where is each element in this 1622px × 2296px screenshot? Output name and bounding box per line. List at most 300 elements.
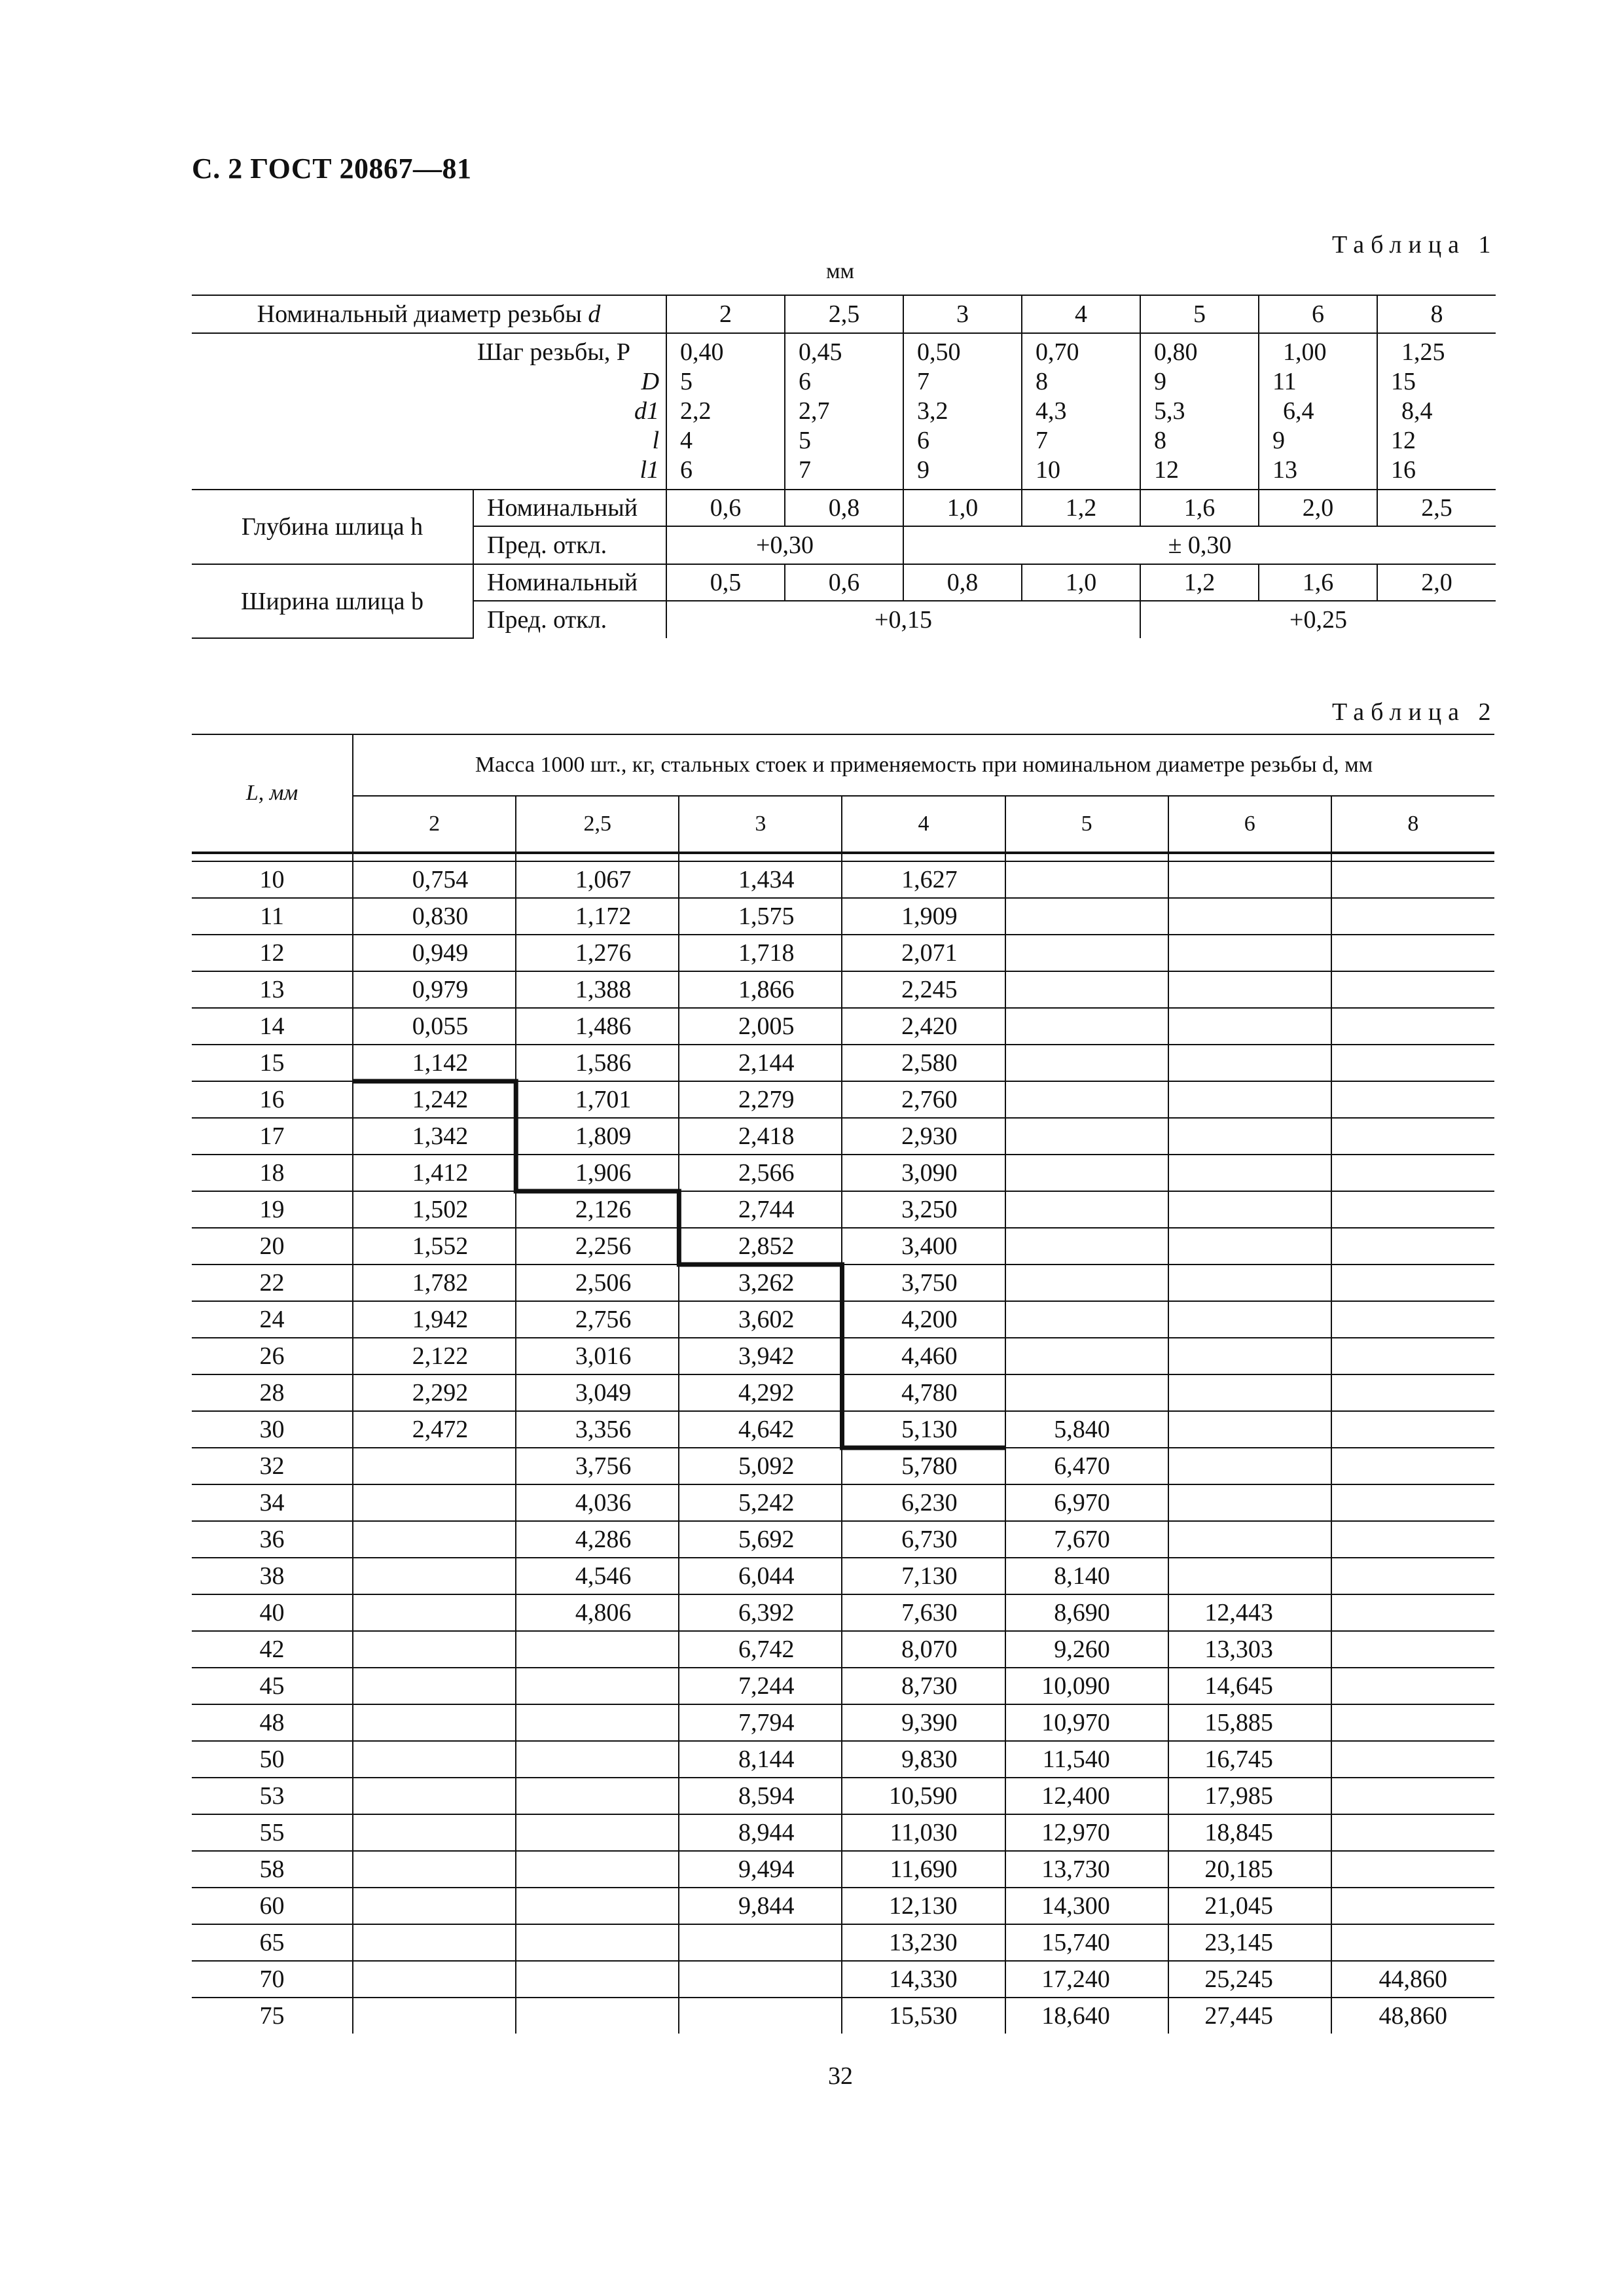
- mass-cell: 4,200: [842, 1301, 1005, 1338]
- mass-cell: [516, 1851, 679, 1888]
- mass-cell: 2,580: [842, 1045, 1005, 1081]
- length-cell: 20: [192, 1228, 353, 1265]
- mass-cell: [353, 1998, 516, 2034]
- length-cell: 58: [192, 1851, 353, 1888]
- mass-cell: 1,242: [353, 1081, 516, 1118]
- mass-cell: [1005, 1155, 1168, 1191]
- length-cell: 40: [192, 1594, 353, 1631]
- table-row: [192, 1155, 1494, 1191]
- mass-cell: 1,067: [516, 861, 679, 898]
- table1-diameter: 6: [1259, 295, 1377, 333]
- mass-cell: [516, 1704, 679, 1741]
- mass-cell: 11,690: [842, 1851, 1005, 1888]
- mass-cell: 8,140: [1005, 1558, 1168, 1594]
- mass-cell: 3,942: [679, 1338, 842, 1374]
- mass-cell: 3,250: [842, 1191, 1005, 1228]
- table1: [192, 295, 1496, 639]
- mass-cell: [353, 1448, 516, 1484]
- mass-cell: 1,782: [353, 1265, 516, 1301]
- mass-cell: 15,885: [1168, 1704, 1331, 1741]
- table-row: [192, 1961, 1494, 1998]
- mass-cell: 5,692: [679, 1521, 842, 1558]
- mass-cell: 5,780: [842, 1448, 1005, 1484]
- mass-cell: 2,005: [679, 1008, 842, 1045]
- mass-cell: [1168, 1301, 1331, 1338]
- mass-cell: 21,045: [1168, 1888, 1331, 1924]
- table-row: [192, 1924, 1494, 1961]
- table-row: [192, 971, 1494, 1008]
- mass-cell: [1005, 1301, 1168, 1338]
- depth-tolerance-label: Пред. откл.: [473, 526, 666, 564]
- mass-cell: 0,979: [353, 971, 516, 1008]
- length-cell: 22: [192, 1265, 353, 1301]
- mass-cell: [353, 1704, 516, 1741]
- mass-cell: [1005, 1191, 1168, 1228]
- mass-cell: 2,126: [516, 1191, 679, 1228]
- mass-cell: 8,070: [842, 1631, 1005, 1668]
- mass-cell: [1168, 1191, 1331, 1228]
- table-row: [192, 1704, 1494, 1741]
- table-row: [192, 1741, 1494, 1778]
- length-cell: 16: [192, 1081, 353, 1118]
- table-row: [192, 1301, 1494, 1338]
- mass-cell: 4,460: [842, 1338, 1005, 1374]
- mass-cell: 1,276: [516, 935, 679, 971]
- length-cell: 26: [192, 1338, 353, 1374]
- mass-cell: 14,645: [1168, 1668, 1331, 1704]
- table1-unit: мм: [826, 259, 855, 283]
- table1-diameter: 5: [1140, 295, 1259, 333]
- mass-cell: 5,130: [842, 1411, 1005, 1448]
- length-cell: 45: [192, 1668, 353, 1704]
- table1-diameter: 2,5: [785, 295, 903, 333]
- mass-cell: [1331, 1741, 1494, 1778]
- width-nominal-label: Номинальный: [473, 564, 666, 601]
- mass-cell: 13,303: [1168, 1631, 1331, 1668]
- width-nominal-value: 2,0: [1377, 564, 1496, 601]
- mass-cell: 9,844: [679, 1888, 842, 1924]
- mass-cell: 44,860: [1331, 1961, 1494, 1998]
- mass-cell: [1168, 1008, 1331, 1045]
- mass-cell: 4,780: [842, 1374, 1005, 1411]
- mass-cell: [353, 1558, 516, 1594]
- mass-cell: 23,145: [1168, 1924, 1331, 1961]
- table2-spacer-cell: [679, 853, 842, 861]
- mass-cell: [1168, 898, 1331, 935]
- table-row: [192, 1045, 1494, 1081]
- mass-cell: [353, 1961, 516, 1998]
- table1-diameter: 3: [903, 295, 1022, 333]
- mass-cell: 18,640: [1005, 1998, 1168, 2034]
- table2-body: [192, 853, 1494, 2034]
- mass-cell: [516, 1888, 679, 1924]
- length-cell: 65: [192, 1924, 353, 1961]
- mass-cell: [516, 1631, 679, 1668]
- width-nominal-value: 0,6: [785, 564, 903, 601]
- depth-nominal-label: Номинальный: [473, 490, 666, 526]
- length-cell: 24: [192, 1301, 353, 1338]
- table2-diameter: 4: [842, 796, 1005, 853]
- mass-cell: [1331, 1851, 1494, 1888]
- mass-cell: [353, 1631, 516, 1668]
- mass-cell: 1,142: [353, 1045, 516, 1081]
- mass-cell: [1005, 1008, 1168, 1045]
- mass-cell: 2,144: [679, 1045, 842, 1081]
- table-row: [192, 1668, 1494, 1704]
- mass-cell: [353, 1741, 516, 1778]
- width-nominal-value: 0,5: [666, 564, 785, 601]
- table-row: [192, 1594, 1494, 1631]
- mass-cell: 8,730: [842, 1668, 1005, 1704]
- mass-cell: 0,754: [353, 861, 516, 898]
- mass-cell: [516, 1924, 679, 1961]
- table-row: [192, 1558, 1494, 1594]
- mass-cell: 9,830: [842, 1741, 1005, 1778]
- mass-cell: 6,730: [842, 1521, 1005, 1558]
- mass-cell: [1331, 1558, 1494, 1594]
- mass-cell: 2,071: [842, 935, 1005, 971]
- mass-cell: 11,540: [1005, 1741, 1168, 1778]
- table-row: [192, 1374, 1494, 1411]
- mass-cell: 10,090: [1005, 1668, 1168, 1704]
- mass-cell: 1,552: [353, 1228, 516, 1265]
- mass-cell: 3,049: [516, 1374, 679, 1411]
- mass-cell: [1168, 1448, 1331, 1484]
- table-row: [192, 1631, 1494, 1668]
- length-cell: 34: [192, 1484, 353, 1521]
- length-cell: 38: [192, 1558, 353, 1594]
- mass-cell: 9,260: [1005, 1631, 1168, 1668]
- mass-cell: 3,400: [842, 1228, 1005, 1265]
- table2-spacer-cell: [1005, 853, 1168, 861]
- mass-cell: 3,756: [516, 1448, 679, 1484]
- mass-cell: 1,388: [516, 971, 679, 1008]
- mass-cell: 1,342: [353, 1118, 516, 1155]
- mass-cell: 7,670: [1005, 1521, 1168, 1558]
- mass-cell: [1331, 1411, 1494, 1448]
- mass-cell: [516, 1668, 679, 1704]
- mass-cell: [516, 1778, 679, 1814]
- table-row: [192, 1008, 1494, 1045]
- mass-cell: [353, 1814, 516, 1851]
- mass-cell: 8,144: [679, 1741, 842, 1778]
- length-cell: 60: [192, 1888, 353, 1924]
- mass-cell: 17,240: [1005, 1961, 1168, 1998]
- width-tolerance-label: Пред. откл.: [473, 601, 666, 638]
- table1-param-column: 0,50 7 3,2 6 9: [903, 333, 1022, 490]
- table1-diameter: 2: [666, 295, 785, 333]
- mass-cell: 2,279: [679, 1081, 842, 1118]
- table2-diameter: 5: [1005, 796, 1168, 853]
- table2-mass-header: Масса 1000 шт., кг, стальных стоек и применяемость при номинальном диаметре резьбы d, мм: [353, 734, 1494, 796]
- mass-cell: 16,745: [1168, 1741, 1331, 1778]
- table-row: [192, 1228, 1494, 1265]
- mass-cell: 1,866: [679, 971, 842, 1008]
- table1-diameter: 8: [1377, 295, 1496, 333]
- mass-cell: 2,420: [842, 1008, 1005, 1045]
- depth-nominal-value: 0,6: [666, 490, 785, 526]
- mass-cell: 1,486: [516, 1008, 679, 1045]
- mass-cell: 6,044: [679, 1558, 842, 1594]
- mass-cell: 6,392: [679, 1594, 842, 1631]
- mass-cell: [1168, 1411, 1331, 1448]
- length-cell: 42: [192, 1631, 353, 1668]
- mass-cell: 6,742: [679, 1631, 842, 1668]
- depth-tolerance-value: +0,30: [666, 526, 903, 564]
- mass-cell: [1005, 935, 1168, 971]
- mass-cell: 8,944: [679, 1814, 842, 1851]
- mass-cell: 8,594: [679, 1778, 842, 1814]
- mass-cell: 9,390: [842, 1704, 1005, 1741]
- mass-cell: [1168, 1374, 1331, 1411]
- mass-cell: [1331, 1374, 1494, 1411]
- mass-cell: [1331, 1081, 1494, 1118]
- mass-cell: 10,590: [842, 1778, 1005, 1814]
- table-row: [192, 898, 1494, 935]
- table-row: [192, 1118, 1494, 1155]
- mass-cell: [516, 1998, 679, 2034]
- mass-cell: 2,566: [679, 1155, 842, 1191]
- length-cell: 50: [192, 1741, 353, 1778]
- mass-cell: 7,794: [679, 1704, 842, 1741]
- mass-cell: 5,840: [1005, 1411, 1168, 1448]
- mass-cell: 6,470: [1005, 1448, 1168, 1484]
- mass-cell: [353, 1668, 516, 1704]
- length-cell: 13: [192, 971, 353, 1008]
- mass-cell: [1168, 1118, 1331, 1155]
- mass-cell: [1168, 1155, 1331, 1191]
- mass-cell: [1005, 1338, 1168, 1374]
- table2-spacer-cell: [516, 853, 679, 861]
- table1-param-labels: Шаг резьбы, P D d1 l l1: [477, 338, 660, 484]
- mass-cell: 4,806: [516, 1594, 679, 1631]
- mass-cell: 17,985: [1168, 1778, 1331, 1814]
- table1-param-column: 0,70 8 4,3 7 10: [1022, 333, 1140, 490]
- mass-cell: 1,575: [679, 898, 842, 935]
- mass-cell: [353, 1484, 516, 1521]
- table1-param-column: 1,25 15 8,4 12 16: [1377, 333, 1496, 490]
- mass-cell: [353, 1521, 516, 1558]
- mass-cell: 12,400: [1005, 1778, 1168, 1814]
- mass-cell: [1331, 1521, 1494, 1558]
- table-row: [192, 1521, 1494, 1558]
- mass-cell: 3,602: [679, 1301, 842, 1338]
- length-cell: 18: [192, 1155, 353, 1191]
- mass-cell: 2,122: [353, 1338, 516, 1374]
- mass-cell: 1,701: [516, 1081, 679, 1118]
- mass-cell: 12,130: [842, 1888, 1005, 1924]
- mass-cell: 4,286: [516, 1521, 679, 1558]
- mass-cell: 11,030: [842, 1814, 1005, 1851]
- mass-cell: [1331, 1484, 1494, 1521]
- table2-spacer-cell: [842, 853, 1005, 861]
- table2-diameter: 2: [353, 796, 516, 853]
- width-nominal-value: 1,0: [1022, 564, 1140, 601]
- length-cell: 55: [192, 1814, 353, 1851]
- mass-cell: 2,256: [516, 1228, 679, 1265]
- depth-nominal-value: 1,0: [903, 490, 1022, 526]
- table-row: [192, 1778, 1494, 1814]
- mass-cell: 18,845: [1168, 1814, 1331, 1851]
- mass-cell: 13,230: [842, 1924, 1005, 1961]
- length-cell: 36: [192, 1521, 353, 1558]
- mass-cell: [1005, 971, 1168, 1008]
- mass-cell: 13,730: [1005, 1851, 1168, 1888]
- table-row: [192, 861, 1494, 898]
- mass-cell: 1,586: [516, 1045, 679, 1081]
- table1-diameter: 4: [1022, 295, 1140, 333]
- table-row: [192, 1484, 1494, 1521]
- mass-cell: 14,300: [1005, 1888, 1168, 1924]
- length-cell: 53: [192, 1778, 353, 1814]
- mass-cell: 20,185: [1168, 1851, 1331, 1888]
- mass-cell: 1,502: [353, 1191, 516, 1228]
- mass-cell: 0,949: [353, 935, 516, 971]
- mass-cell: 3,016: [516, 1338, 679, 1374]
- mass-cell: 15,530: [842, 1998, 1005, 2034]
- mass-cell: [1331, 1631, 1494, 1668]
- mass-cell: [1005, 1118, 1168, 1155]
- mass-cell: 2,852: [679, 1228, 842, 1265]
- mass-cell: 10,970: [1005, 1704, 1168, 1741]
- mass-cell: 1,434: [679, 861, 842, 898]
- table1-param-column: 0,45 6 2,7 5 7: [785, 333, 903, 490]
- mass-cell: [516, 1814, 679, 1851]
- mass-cell: [1168, 1228, 1331, 1265]
- mass-cell: [1005, 1374, 1168, 1411]
- mass-cell: [679, 1998, 842, 2034]
- mass-cell: 0,055: [353, 1008, 516, 1045]
- table2-length-header: L, мм: [192, 734, 353, 853]
- mass-cell: [1168, 1265, 1331, 1301]
- table1-param-column: 0,40 5 2,2 4 6: [666, 333, 785, 490]
- depth-tolerance-value: ± 0,30: [903, 526, 1496, 564]
- mass-cell: 2,245: [842, 971, 1005, 1008]
- mass-cell: 6,970: [1005, 1484, 1168, 1521]
- mass-cell: 1,172: [516, 898, 679, 935]
- mass-cell: [1331, 1008, 1494, 1045]
- mass-cell: 3,262: [679, 1265, 842, 1301]
- mass-cell: [1331, 1704, 1494, 1741]
- mass-cell: 1,718: [679, 935, 842, 971]
- mass-cell: 12,970: [1005, 1814, 1168, 1851]
- mass-cell: 2,744: [679, 1191, 842, 1228]
- mass-cell: [1331, 1301, 1494, 1338]
- width-tolerance-value: +0,15: [666, 601, 1140, 638]
- mass-cell: [353, 1924, 516, 1961]
- table-row: [192, 1411, 1494, 1448]
- mass-cell: 2,756: [516, 1301, 679, 1338]
- depth-nominal-value: 2,0: [1259, 490, 1377, 526]
- mass-cell: [1331, 1888, 1494, 1924]
- length-cell: 11: [192, 898, 353, 935]
- mass-cell: 4,036: [516, 1484, 679, 1521]
- mass-cell: 7,630: [842, 1594, 1005, 1631]
- mass-cell: [1331, 1191, 1494, 1228]
- mass-cell: [679, 1924, 842, 1961]
- mass-cell: [516, 1961, 679, 1998]
- mass-cell: [1331, 1814, 1494, 1851]
- depth-label: Глубина шлица h: [192, 490, 473, 564]
- mass-cell: 8,690: [1005, 1594, 1168, 1631]
- mass-cell: [679, 1961, 842, 1998]
- table2-diameter: 8: [1331, 796, 1494, 853]
- mass-cell: 0,830: [353, 898, 516, 935]
- mass-cell: [1331, 1265, 1494, 1301]
- mass-cell: 4,292: [679, 1374, 842, 1411]
- depth-nominal-value: 0,8: [785, 490, 903, 526]
- mass-cell: [1168, 971, 1331, 1008]
- mass-cell: 27,445: [1168, 1998, 1331, 2034]
- mass-cell: [1168, 1081, 1331, 1118]
- mass-cell: 15,740: [1005, 1924, 1168, 1961]
- table-row: [192, 1998, 1494, 2034]
- mass-cell: 3,090: [842, 1155, 1005, 1191]
- length-cell: 14: [192, 1008, 353, 1045]
- mass-cell: [1168, 935, 1331, 971]
- mass-cell: 5,242: [679, 1484, 842, 1521]
- table1-head-label: Номинальный диаметр резьбы d: [192, 295, 666, 333]
- table2-spacer-cell: [353, 853, 516, 861]
- table-row: [192, 1265, 1494, 1301]
- mass-cell: 12,443: [1168, 1594, 1331, 1631]
- length-cell: 30: [192, 1411, 353, 1448]
- mass-cell: [1331, 1778, 1494, 1814]
- mass-cell: [1331, 1594, 1494, 1631]
- page-title: С. 2 ГОСТ 20867—81: [192, 152, 472, 185]
- table-row: [192, 1851, 1494, 1888]
- mass-cell: 1,809: [516, 1118, 679, 1155]
- width-tolerance-value: +0,25: [1140, 601, 1496, 638]
- mass-cell: [1331, 1118, 1494, 1155]
- table2-diameter: 3: [679, 796, 842, 853]
- mass-cell: [1331, 1338, 1494, 1374]
- mass-cell: 5,092: [679, 1448, 842, 1484]
- table-row: [192, 935, 1494, 971]
- mass-cell: [1168, 1045, 1331, 1081]
- mass-cell: [353, 1851, 516, 1888]
- table2-diameter: 2,5: [516, 796, 679, 853]
- length-cell: 28: [192, 1374, 353, 1411]
- mass-cell: [353, 1594, 516, 1631]
- table-row: [192, 1191, 1494, 1228]
- mass-cell: [1331, 935, 1494, 971]
- mass-cell: [1005, 1228, 1168, 1265]
- mass-cell: [1331, 1155, 1494, 1191]
- mass-cell: [1331, 1448, 1494, 1484]
- table1-caption: Таблица 1: [1332, 231, 1498, 259]
- table2-diameter: 6: [1168, 796, 1331, 853]
- width-nominal-value: 0,8: [903, 564, 1022, 601]
- mass-cell: 48,860: [1331, 1998, 1494, 2034]
- mass-cell: 7,130: [842, 1558, 1005, 1594]
- mass-cell: 9,494: [679, 1851, 842, 1888]
- table1-param-column: 0,80 9 5,3 8 12: [1140, 333, 1259, 490]
- length-cell: 10: [192, 861, 353, 898]
- mass-cell: 2,418: [679, 1118, 842, 1155]
- mass-cell: 4,546: [516, 1558, 679, 1594]
- mass-cell: [353, 1778, 516, 1814]
- table-row: [192, 1888, 1494, 1924]
- mass-cell: 3,750: [842, 1265, 1005, 1301]
- width-nominal-value: 1,2: [1140, 564, 1259, 601]
- mass-cell: [1168, 1484, 1331, 1521]
- mass-cell: [1331, 971, 1494, 1008]
- mass-cell: 1,412: [353, 1155, 516, 1191]
- length-cell: 15: [192, 1045, 353, 1081]
- mass-cell: [1331, 1924, 1494, 1961]
- mass-cell: 1,627: [842, 861, 1005, 898]
